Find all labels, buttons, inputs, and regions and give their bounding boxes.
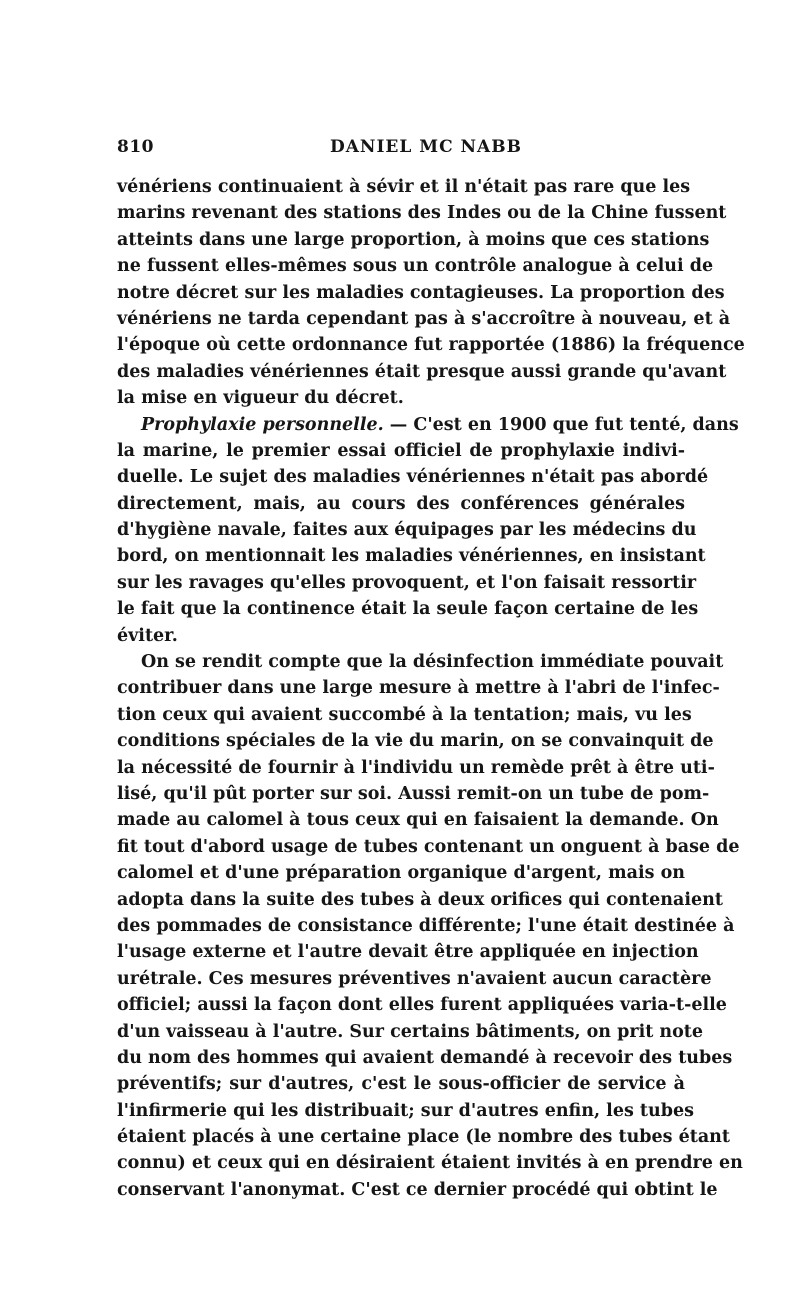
line-text: duelle. Le sujet des maladies vénériennes n'était pas abordé <box>117 467 709 488</box>
page-number: 810 <box>117 137 154 157</box>
text-line <box>117 464 709 490</box>
text-line <box>117 755 715 781</box>
line-text: ne fussent elles-mêmes sous un contrôle analogue à celui de <box>117 256 714 277</box>
text-line <box>117 385 685 411</box>
line-text: — C'est en 1900 que fut tenté, dans <box>383 414 739 435</box>
line-text: des pommades de consistance différente; l'une était destinée à <box>117 915 735 936</box>
line-text: la nécessité de fournir à l'individu un remède prêt à être uti- <box>117 757 715 778</box>
text-line <box>117 412 739 438</box>
line-text: made au calomel à tous ceux qui en faisaient la demande. On <box>117 810 719 831</box>
line-text: vénériens continuaient à sévir et il n'était pas rare que les <box>117 177 691 197</box>
text-line <box>117 702 692 728</box>
line-text: conditions spéciales de la vie du marin, on se convainquit de <box>117 731 714 752</box>
text-line <box>117 1071 685 1097</box>
text-line <box>117 649 724 675</box>
text-line <box>117 1124 730 1150</box>
line-text: la marine, le premier essai officiel de prophylaxie indivi- <box>117 440 685 461</box>
line-text: contribuer dans une large mesure à mettre à l'abri de l'infec- <box>117 678 720 699</box>
line-text: l'usage externe et l'autre devait être appliquée en injection <box>117 942 699 963</box>
body-text <box>117 174 745 1203</box>
text-line <box>117 359 727 385</box>
line-text: éviter. <box>117 625 178 646</box>
text-line <box>117 913 735 939</box>
section-heading: Prophylaxie personnelle. <box>141 414 384 435</box>
line-text: vénériens ne tarda cependant pas à s'accroître à nouveau, et à <box>117 308 731 329</box>
text-line <box>117 543 706 569</box>
text-line <box>117 781 710 807</box>
running-title: DANIEL MC NABB <box>330 137 522 157</box>
line-text: urétrale. Ces mesures préventives n'avaient aucun caractère <box>117 968 712 989</box>
line-text: marins revenant des stations des Indes ou de la Chine fussent <box>117 203 727 224</box>
line-text: étaient placés à une certaine place (le nombre des tubes étant <box>117 1127 730 1148</box>
line-text: On se rendit compte que la désinfection immédiate pouvait <box>141 652 724 673</box>
line-text: sur les ravages qu'elles provoquent, et l'on faisait ressortir <box>117 572 697 593</box>
text-line <box>117 174 691 200</box>
line-text: l'époque où cette ordonnance fut rapportée (1886) la fréquence <box>117 335 745 356</box>
text-line <box>117 966 712 992</box>
text-line <box>117 227 710 253</box>
text-line <box>117 860 685 886</box>
line-text: tion ceux qui avaient succombé à la tentation; mais, vu les <box>117 704 692 725</box>
text-line <box>117 517 697 543</box>
line-text: adopta dans la suite des tubes à deux orifices qui contenaient <box>117 889 723 910</box>
line-text: d'un vaisseau à l'autre. Sur certains bâtiments, on prit note <box>117 1021 704 1042</box>
text-line <box>117 1177 718 1203</box>
text-line <box>117 887 723 913</box>
text-line <box>117 280 725 306</box>
text-line <box>117 939 699 965</box>
line-text: fit tout d'abord usage de tubes contenant un onguent à base de <box>117 836 740 857</box>
text-line <box>117 1098 694 1124</box>
text-line <box>117 834 740 860</box>
text-line <box>117 491 685 517</box>
line-text: l'infirmerie qui les distribuait; sur d'autres enfin, les tubes <box>117 1100 694 1121</box>
line-text: officiel; aussi la façon dont elles furent appliquées varia-t-elle <box>117 995 727 1016</box>
text-line <box>117 623 685 649</box>
line-text: conservant l'anonymat. C'est ce dernier procédé qui obtint le <box>117 1179 718 1200</box>
line-text: bord, on mentionnait les maladies vénériennes, en insistant <box>117 546 706 567</box>
text-line <box>117 1150 743 1176</box>
line-text: du nom des hommes qui avaient demandé à recevoir des tubes <box>117 1047 733 1068</box>
text-line <box>117 438 685 464</box>
text-line <box>117 332 745 358</box>
line-text: calomel et d'une préparation organique d'argent, mais on <box>117 863 685 884</box>
line-text: notre décret sur les maladies contagieuses. La proportion des <box>117 282 725 303</box>
line-text: connu) et ceux qui en désiraient étaient invités à en prendre en <box>117 1153 743 1174</box>
text-line <box>117 1019 704 1045</box>
text-line <box>117 992 727 1018</box>
line-text: lisé, qu'il pût porter sur soi. Aussi remit-on un tube de pom- <box>117 783 710 804</box>
text-line <box>117 570 697 596</box>
line-text: directement, mais, au cours des conférences générales <box>117 493 685 514</box>
line-text: atteints dans une large proportion, à moins que ces stations <box>117 229 710 250</box>
text-line <box>117 596 699 622</box>
line-text: d'hygiène navale, faites aux équipages par les médecins du <box>117 520 697 541</box>
text-line <box>117 807 719 833</box>
line-text: des maladies vénériennes était presque aussi grande qu'avant <box>117 361 727 382</box>
text-line <box>117 1045 733 1071</box>
line-text: le fait que la continence était la seule façon certaine de les <box>117 599 699 620</box>
line-text: la mise en vigueur du décret. <box>117 388 404 409</box>
text-line <box>117 253 714 279</box>
text-line <box>117 306 731 332</box>
text-line <box>117 675 720 701</box>
text-line <box>117 728 714 754</box>
line-text: préventifs; sur d'autres, c'est le sous-officier de service à <box>117 1074 685 1095</box>
text-line <box>117 200 727 226</box>
